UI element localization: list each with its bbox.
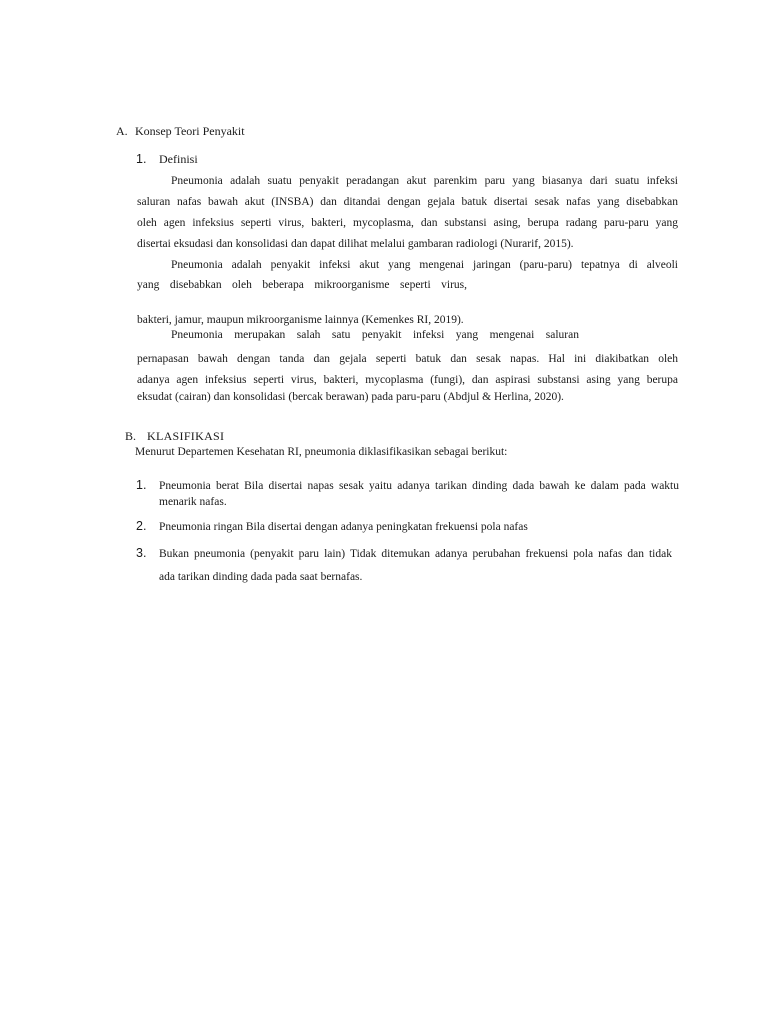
paragraph-line: Pneumonia adalah penyakit infeksi akut yang mengenai jaringan (paru-paru) tepatnya di alveoli [171,259,678,271]
section-b-intro: Menurut Departemen Kesehatan RI, pneumonia diklasifikasikan sebagai berikut: [135,446,508,458]
list-item-line: ada tarikan dinding dada pada saat bernafas. [159,571,363,583]
list-item-line: menarik nafas. [159,496,227,508]
section-a-letter: A. [116,124,128,138]
list-item-line: Pneumonia berat Bila disertai napas sesak yaitu adanya tarikan dinding dada bawah ke dalam pada waktu [159,480,679,492]
paragraph-line: adanya agen infeksius seperti virus, bakteri, mycoplasma (fungi), dan aspirasi substansi asing yang berupa [137,374,678,386]
section-a-title: Konsep Teori Penyakit [135,124,245,138]
paragraph-line: bakteri, jamur, maupun mikroorganisme lainnya (Kemenkes RI, 2019). [137,314,464,326]
list-item-line: Pneumonia ringan Bila disertai dengan adanya peningkatan frekuensi pola nafas [159,521,528,533]
paragraph-line: yang disebabkan oleh beberapa mikroorganisme seperti virus, [137,279,467,291]
list-item-number: 3. [136,546,147,560]
list-item-number: 2. [136,519,147,533]
subsection-number: 1. [136,152,147,166]
paragraph-line: pernapasan bawah dengan tanda dan gejala seperti batuk dan sesak napas. Hal ini diakibatkan oleh [137,353,678,365]
paragraph-line: disertai eksudasi dan konsolidasi dan dapat dilihat melalui gambaran radiologi (Nurarif, 2015). [137,238,574,250]
subsection-title: Definisi [159,152,198,166]
paragraph-line: saluran nafas bawah akut (INSBA) dan ditandai dengan gejala batuk disertai sesak nafas yang disebabkan [137,196,678,208]
list-item-number: 1. [136,478,147,492]
paragraph-line: eksudat (cairan) dan konsolidasi (bercak berawan) pada paru-paru (Abdjul & Herlina, 2020). [137,391,564,403]
paragraph-line: oleh agen infeksius seperti virus, bakteri, mycoplasma, dan substansi asing, berupa radang paru-paru yang [137,217,678,229]
paragraph-line: Pneumonia adalah suatu penyakit peradangan akut parenkim paru yang biasanya dari suatu infeksi [171,175,678,187]
paragraph-line: Pneumonia merupakan salah satu penyakit infeksi yang mengenai saluran [171,329,579,341]
section-b-title: KLASIFIKASI [147,429,225,443]
list-item-line: Bukan pneumonia (penyakit paru lain) Tidak ditemukan adanya perubahan frekuensi pola nafas dan tidak [159,548,672,560]
section-b-letter: B. [125,429,137,443]
